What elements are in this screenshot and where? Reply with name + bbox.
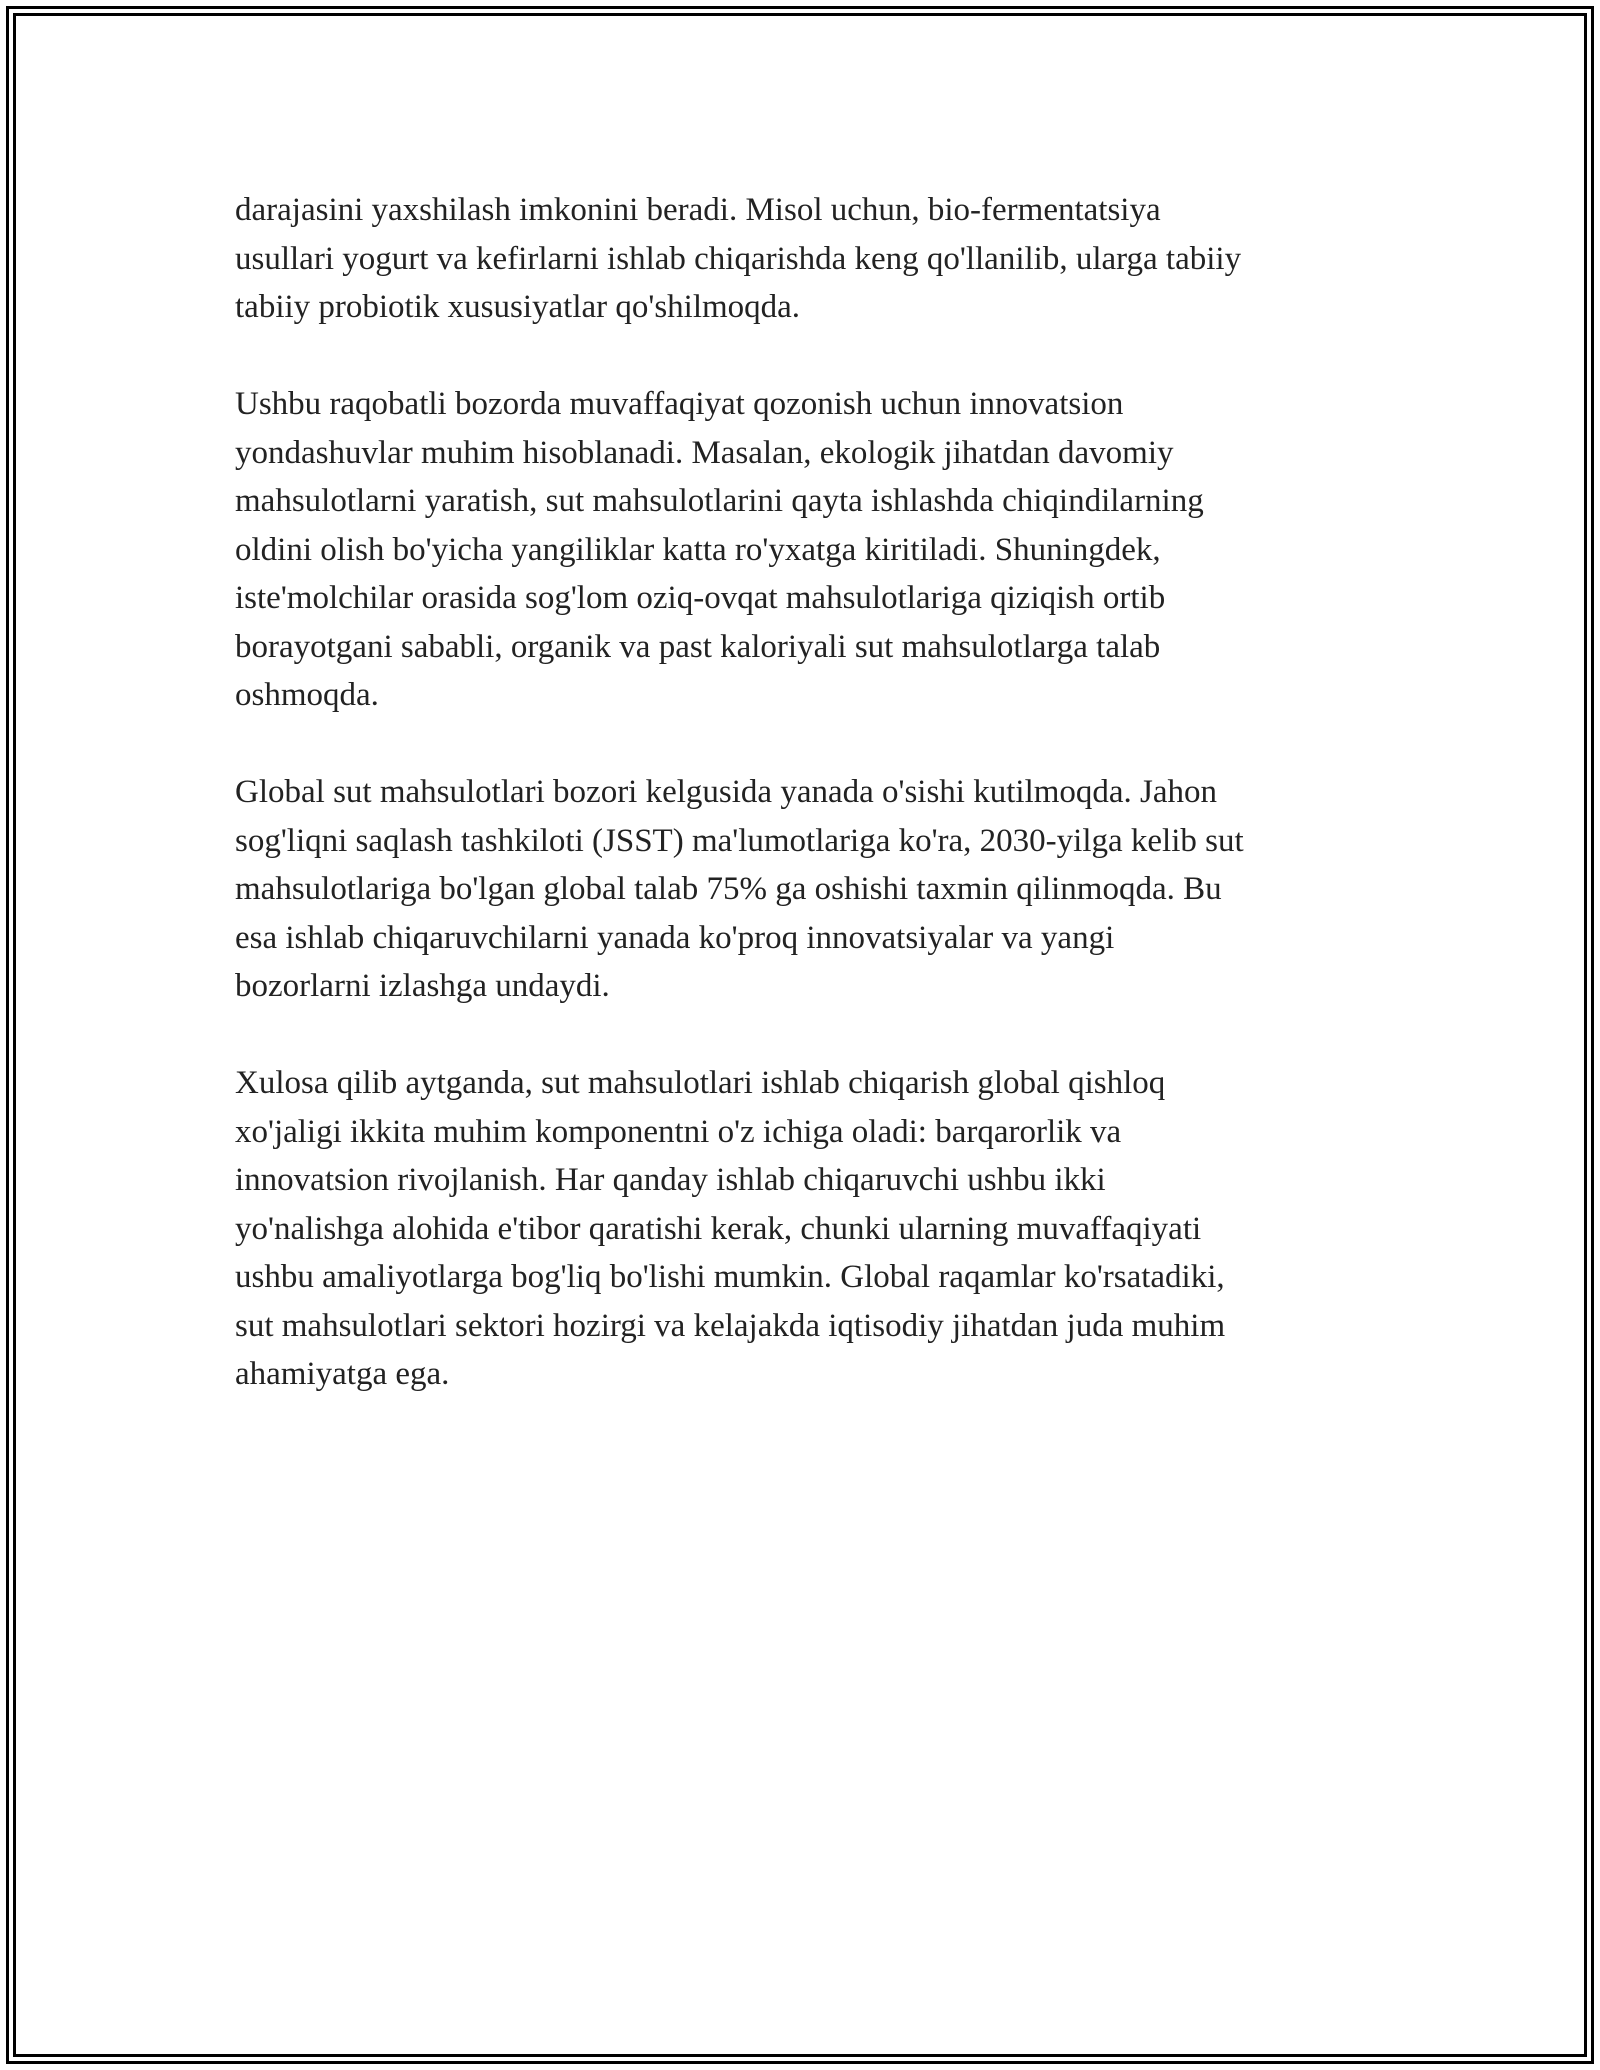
text-line: Ushbu raqobatli bozorda muvaffaqiyat qozonish uchun innovatsion — [235, 386, 1124, 422]
text-line: mahsulotlariga bo'lgan global talab 75% ga oshishi taxmin qilinmoqda. Bu — [235, 871, 1222, 907]
text-line: yondashuvlar muhim hisoblanadi. Masalan, ekologik jihatdan davomiy — [235, 434, 1174, 471]
text-line: xo'jaligi ikkita muhim komponentni o'z ichiga oladi: barqarorlik va — [235, 1113, 1122, 1150]
text-line: darajasini yaxshilash imkonini beradi. Misol uchun, bio-fermentatsiya — [235, 192, 1161, 228]
text-line: oldini olish bo'yicha yangiliklar katta ro'yxatga kiritiladi. Shuningdek, — [235, 531, 1161, 568]
text-line: innovatsion rivojlanish. Har qanday ishlab chiqaruvchi ushbu ikki — [235, 1162, 1106, 1198]
paragraph-4 — [235, 1059, 1375, 1399]
document-body — [235, 186, 1375, 1447]
text-line: sog'liqni saqlash tashkiloti (JSST) ma'lumotlariga ko'ra, 2030-yilga kelib sut — [235, 822, 1244, 859]
text-line: Global sut mahsulotlari bozori kelgusida yanada o'sishi kutilmoqda. Jahon — [235, 774, 1218, 810]
text-line: ahamiyatga ega. — [235, 1356, 450, 1392]
text-line: usullari yogurt va kefirlarni ishlab chiqarishda keng qo'llanilib, ularga tabiiy — [235, 240, 1242, 277]
text-line: oshmoqda. — [235, 677, 379, 713]
text-line: tabiiy probiotik xususiyatlar qo'shilmoqda. — [235, 289, 801, 325]
text-line: borayotgani sababli, organik va past kaloriyali sut mahsulotlarga talab — [235, 628, 1161, 665]
text-line: mahsulotlarni yaratish, sut mahsulotlarini qayta ishlashda chiqindilarning — [235, 483, 1204, 519]
text-line: yo'nalishga alohida e'tibor qaratishi kerak, chunki ularning muvaffaqiyati — [235, 1210, 1202, 1247]
text-line: esa ishlab chiqaruvchilarni yanada ko'proq innovatsiyalar va yangi — [235, 919, 1115, 956]
text-line: bozorlarni izlashga undaydi. — [235, 968, 610, 1004]
paragraph-2 — [235, 380, 1375, 720]
text-line: Xulosa qilib aytganda, sut mahsulotlari ishlab chiqarish global qishloq — [235, 1065, 1166, 1101]
paragraph-3 — [235, 768, 1375, 1011]
text-line: ushbu amaliyotlarga bog'liq bo'lishi mumkin. Global raqamlar ko'rsatadiki, — [235, 1259, 1225, 1295]
text-line: iste'molchilar orasida sog'lom oziq-ovqat mahsulotlariga qiziqish ortib — [235, 580, 1166, 616]
text-line: sut mahsulotlari sektori hozirgi va kelajakda iqtisodiy jihatdan juda muhim — [235, 1307, 1226, 1344]
paragraph-1 — [235, 186, 1375, 332]
